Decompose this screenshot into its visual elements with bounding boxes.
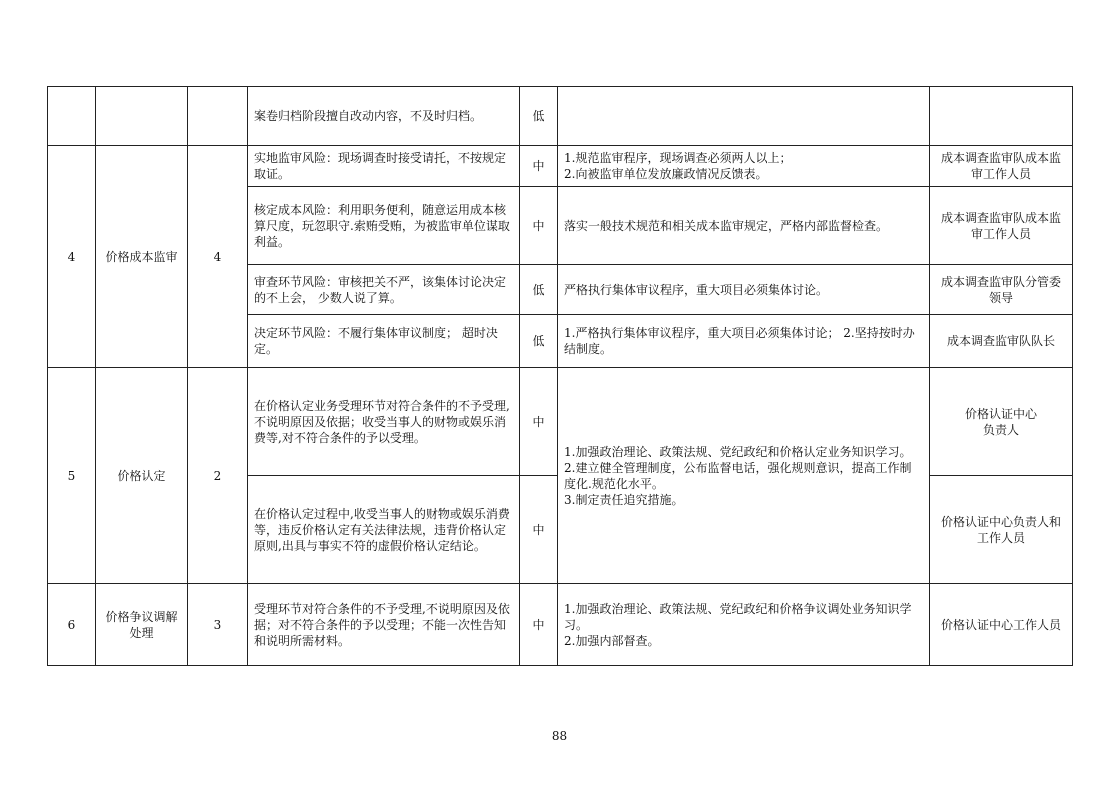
measure-cell [558,87,930,146]
person-cell: 价格认证中心工作人员 [930,584,1073,666]
measure-cell: 1.加强政治理论、政策法规、党纪政纪和价格认定业务知识学习。 2.建立健全管理制度，公布监督电话，强化规则意识，提高工作制度化.规范化水平。 3.制定责任追究措施。 [558,368,930,584]
item-cell: 价格争议调解处理 [96,584,188,666]
risk-cell: 核定成本风险：利用职务便利，随意运用成本核算尺度，玩忽职守.索贿受贿，为被监审单位谋取利益。 [248,187,520,265]
measure-cell: 1.规范监审程序，现场调查必须两人以上； 2.向被监审单位发放廉政情况反馈表。 [558,146,930,187]
person-cell: 成本调查监审队队长 [930,315,1073,368]
person-cell: 价格认证中心负责人和工作人员 [930,476,1073,584]
risk-cell: 在价格认定业务受理环节对符合条件的不予受理,不说明原因及依据；收受当事人的财物或娱乐消费等,对不符合条件的予以受理。 [248,368,520,476]
risk-control-table [47,86,1073,666]
count-cell: 3 [188,584,248,666]
level-cell: 中 [520,476,558,584]
no-cell: 5 [48,368,96,584]
count-cell: 2 [188,368,248,584]
page-number: 88 [551,729,568,743]
count-cell: 4 [188,146,248,368]
item-cell: 价格认定 [96,368,188,584]
risk-cell: 决定环节风险：不履行集体审议制度； 超时决定。 [248,315,520,368]
measure-cell: 严格执行集体审议程序，重大项目必须集体讨论。 [558,265,930,315]
person-cell: 成本调查监审队分管委领导 [930,265,1073,315]
no-cell: 6 [48,584,96,666]
measure-cell: 1.加强政治理论、政策法规、党纪政纪和价格争议调处业务知识学习。 2.加强内部督查。 [558,584,930,666]
item-cell: 价格成本监审 [96,146,188,368]
measure-cell: 1.严格执行集体审议程序，重大项目必须集体讨论； 2.坚持按时办结制度。 [558,315,930,368]
person-cell [930,87,1073,146]
risk-cell: 实地监审风险：现场调查时接受请托，不按规定取证。 [248,146,520,187]
level-cell: 低 [520,315,558,368]
table-row [48,87,1073,146]
level-cell: 中 [520,187,558,265]
risk-cell: 案卷归档阶段擅自改动内容，不及时归档。 [248,87,520,146]
count-cell [188,87,248,146]
level-cell: 中 [520,584,558,666]
risk-cell: 审查环节风险：审核把关不严，该集体讨论决定的不上会， 少数人说了算。 [248,265,520,315]
person-cell: 成本调查监审队成本监审工作人员 [930,146,1073,187]
level-cell: 中 [520,146,558,187]
table-row [48,368,1073,476]
risk-cell: 在价格认定过程中,收受当事人的财物或娱乐消费等，违反价格认定有关法律法规，违背价格认定原则,出具与事实不符的虚假价格认定结论。 [248,476,520,584]
measure-cell: 落实一般技术规范和相关成本监审规定，严格内部监督检查。 [558,187,930,265]
table-row [48,146,1073,187]
level-cell: 中 [520,368,558,476]
table-row [48,584,1073,666]
level-cell: 低 [520,265,558,315]
person-cell: 成本调查监审队成本监审工作人员 [930,187,1073,265]
level-cell: 低 [520,87,558,146]
risk-cell: 受理环节对符合条件的不予受理,不说明原因及依据；对不符合条件的予以受理；不能一次性告知和说明所需材料。 [248,584,520,666]
no-cell: 4 [48,146,96,368]
no-cell [48,87,96,146]
person-cell: 价格认证中心 负责人 [930,368,1073,476]
item-cell [96,87,188,146]
